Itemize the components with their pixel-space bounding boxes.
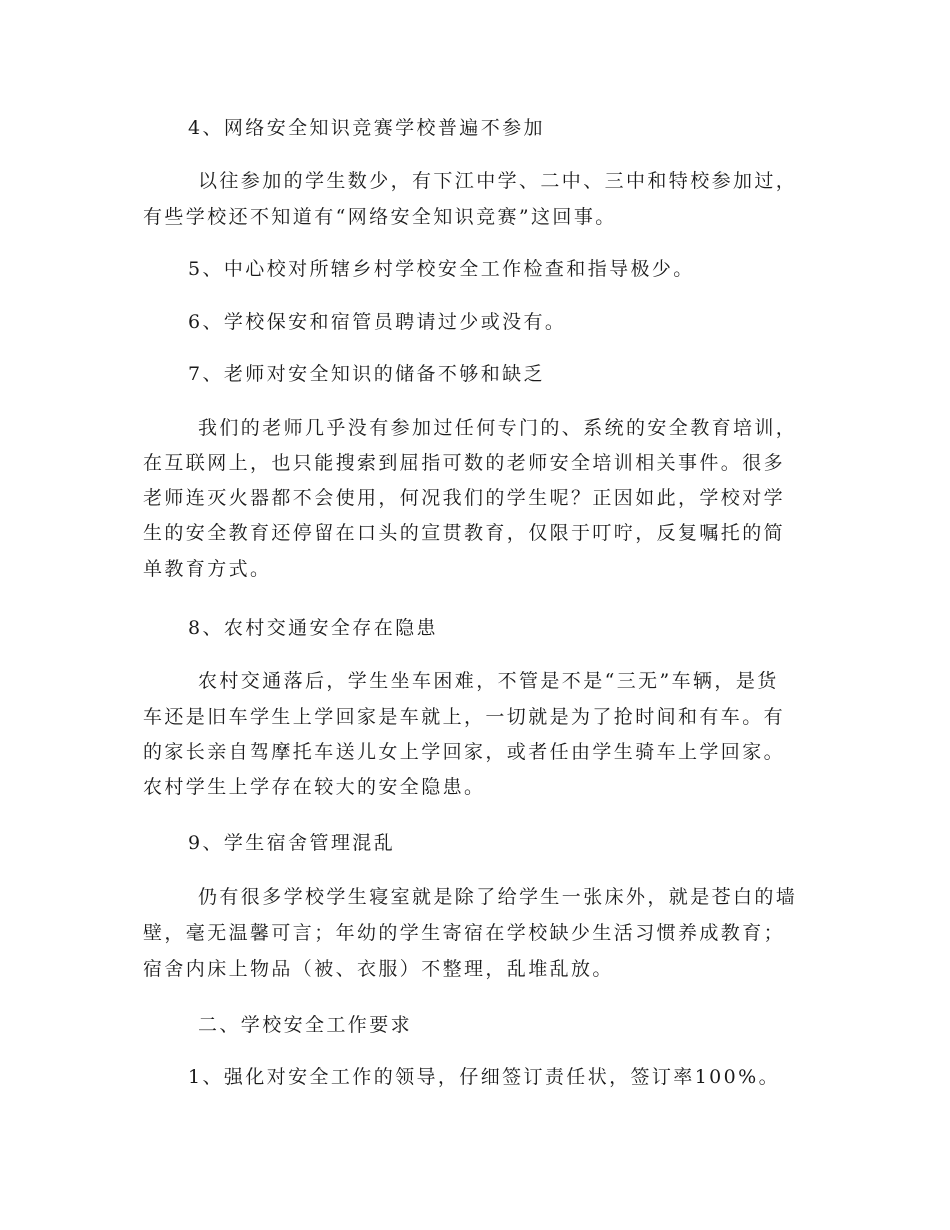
item-9-paragraph-line-3: 宿舍内床上物品（被、衣服）不整理，乱堆乱放。: [143, 958, 614, 980]
section-2-heading: 二、学校安全工作要求: [198, 1014, 413, 1036]
item-4-paragraph-line-1: 以往参加的学生数少，有下江中学、二中、三中和特校参加过，: [198, 170, 798, 192]
item-9-paragraph-line-2: 壁，毫无温馨可言；年幼的学生寄宿在学校缺少生活习惯养成教育；: [143, 922, 786, 944]
item-4-paragraph-line-2: 有些学校还不知道有“网络安全知识竞赛”这回事。: [143, 206, 617, 228]
item-8-paragraph-line-3: 的家长亲自驾摩托车送儿女上学回家，或者任由学生骑车上学回家。: [143, 741, 786, 763]
item-9-paragraph-line-1: 仍有很多学校学生寝室就是除了给学生一张床外，就是苍白的墙: [198, 886, 798, 908]
item-7-paragraph-line-3: 老师连灭火器都不会使用，何况我们的学生呢？正因如此，学校对学: [143, 487, 786, 509]
item-7-paragraph-line-4: 生的安全教育还停留在口头的宣贯教育，仅限于叮咛，反复嘱托的简: [143, 522, 786, 544]
item-9-heading: 9、学生宿舍管理混乱: [188, 832, 396, 854]
item-7-paragraph-line-5: 单教育方式。: [143, 558, 272, 580]
item-7-paragraph-line-2: 在互联网上，也只能搜索到屈指可数的老师安全培训相关事件。很多: [143, 452, 786, 474]
item-8-heading: 8、农村交通安全存在隐患: [188, 617, 438, 639]
item-6-heading: 6、学校保安和宿管员聘请过少或没有。: [188, 311, 567, 333]
item-4-heading: 4、网络安全知识竞赛学校普遍不参加: [188, 117, 545, 139]
item-8-paragraph-line-4: 农村学生上学存在较大的安全隐患。: [143, 776, 486, 798]
item-8-paragraph-line-1: 农村交通落后，学生坐车困难，不管是不是“三无”车辆，是货: [198, 670, 779, 692]
requirement-1: 1、强化对安全工作的领导，仔细签订责任状，签订率100%。: [188, 1066, 781, 1088]
item-7-heading: 7、老师对安全知识的储备不够和缺乏: [188, 363, 545, 385]
item-7-paragraph-line-1: 我们的老师几乎没有参加过任何专门的、系统的安全教育培训，: [198, 417, 798, 439]
item-8-paragraph-line-2: 车还是旧车学生上学回家是车就上，一切就是为了抢时间和有车。有: [143, 706, 786, 728]
item-5-heading: 5、中心校对所辖乡村学校安全工作检查和指导极少。: [188, 258, 695, 280]
